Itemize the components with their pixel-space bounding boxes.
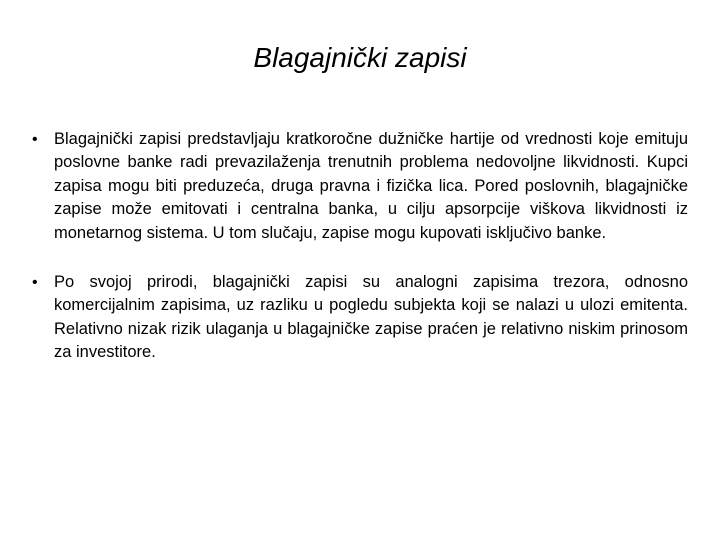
bullet-dot-icon: • — [32, 131, 38, 148]
bullet-item — [30, 271, 688, 365]
bullet-text: Po svojoj prirodi, blagajnički zapisi su analogni zapisima trezora, odnosno komercijalnim zapisima, uz razliku u pogledu subjekta koji se nalazi u ulozi emitenta. Relativno nizak rizik ulaganja u blagajničke zapise praćen je relativno niskim prinosom za investitore. — [54, 273, 688, 362]
bullet-dot-icon: • — [32, 274, 38, 292]
slide-title: Blagajnički zapisi — [253, 42, 467, 73]
bullet-item — [30, 128, 688, 245]
bullet-list — [30, 128, 688, 365]
bullet-text: Blagajnički zapisi predstavljaju kratkoročne dužničke hartije od vrednosti koje emituju poslovne banke radi prevazilaženja trenutnih problema nedovoljne likvidnosti. Kupci zapisa mogu biti preduzeća, druga pravna i fizička lica. Pored poslovnih, blagajničke zapise može emitovati i centralna banka, u cilju apsorpcije viškova likvidnosti iz monetarnog sistema. U tom slučaju, zapise mogu kupovati isključivo banke. — [54, 130, 688, 242]
